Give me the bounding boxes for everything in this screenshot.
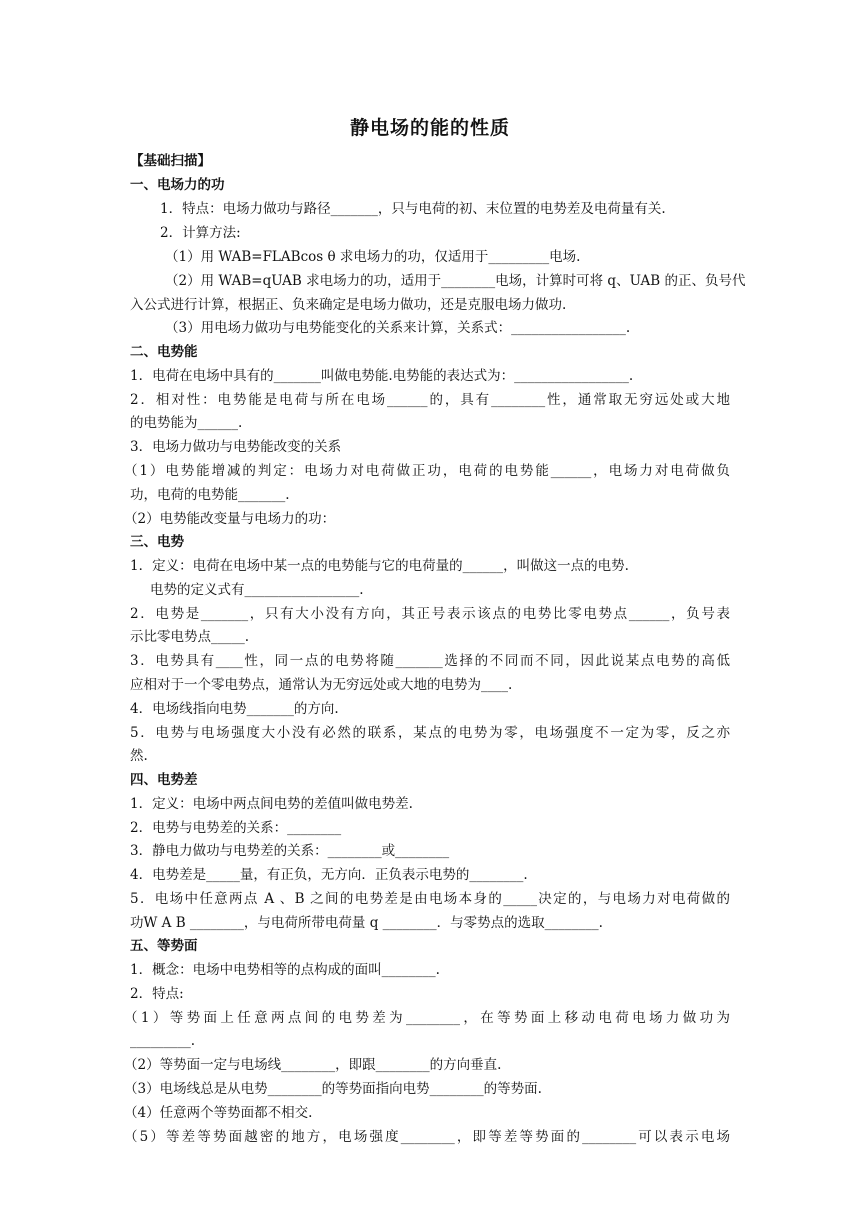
section-heading-5: 五、等势面 bbox=[130, 938, 198, 954]
text-line: （2）电势能改变量与电场力的功： bbox=[124, 511, 336, 527]
text-line: 功，电荷的电势能_______. bbox=[130, 487, 290, 503]
text-line: （2）等势面一定与电场线________，即跟________的方向垂直. bbox=[124, 1057, 502, 1073]
text-line: （3）用电场力做功与电势能变化的关系来计算，关系式：_________________. bbox=[165, 320, 631, 336]
text-line: 3．静电力做功与电势差的关系：________或________ bbox=[130, 843, 450, 859]
section-heading-2: 二、电势能 bbox=[130, 344, 198, 360]
section-heading-3: 三、电势 bbox=[130, 534, 184, 550]
text-line: 4．电势差是_____量，有正负，无方向．正负表示电势的________. bbox=[130, 867, 528, 883]
section-label-basic-scan: 【基础扫描】 bbox=[130, 153, 211, 169]
text-line: 2．特点: bbox=[130, 986, 184, 1002]
text-line: 电势的定义式有_________________. bbox=[150, 582, 364, 598]
text-line: 然. bbox=[130, 748, 148, 764]
text-line: （1）用 WAB=FLABcos θ 求电场力的功，仅适用于_________电场. bbox=[165, 249, 581, 265]
text-line: 入公式进行计算，根据正、负来确定是电场力做功，还是克服电场力做功. bbox=[130, 297, 567, 313]
text-line: _________. bbox=[130, 1033, 196, 1049]
text-line: 1．定义：电场中两点间电势的差值叫做电势差. bbox=[130, 796, 413, 812]
section-heading-4: 四、电势差 bbox=[130, 772, 198, 788]
text-line: 示比零电势点_____. bbox=[130, 629, 250, 645]
text-line: （1）等势面上任意两点间的电势差为________，在等势面上移动电荷电场力做功为 bbox=[124, 1010, 730, 1026]
text-line: （2）用 WAB=qUAB 求电场力的功，适用于________电场，计算时可将 q、UAB 的正、负号代 bbox=[165, 273, 746, 289]
text-line: 的电势能为______. bbox=[130, 415, 243, 431]
text-line: 1．电荷在电场中具有的_______叫做电势能.电势能的表达式为：_________________. bbox=[130, 368, 634, 384]
text-line: 5．电场中任意两点 A 、B 之间的电势差是由电场本身的_____决定的，与电场力对电荷做的 bbox=[130, 891, 730, 907]
text-line: 3．电场力做功与电势能改变的关系 bbox=[130, 439, 342, 455]
text-line: 应相对于一个零电势点，通常认为无穷远处或大地的电势为____. bbox=[130, 677, 513, 693]
text-line: 功W A B ________，与电荷所带电荷量 q ________．与零势点的选取________. bbox=[130, 915, 603, 931]
text-line: 2．电势与电势差的关系：________ bbox=[130, 820, 342, 836]
text-line: 2．电势是_______，只有大小没有方向，其正号表示该点的电势比零电势点______，负号表 bbox=[130, 606, 730, 622]
page-title: 静电场的能的性质 bbox=[349, 117, 510, 139]
section-heading-1: 一、电场力的功 bbox=[130, 177, 225, 193]
text-line: 2．相对性：电势能是电荷与所在电场______的，具有________性，通常取无穷远处或大地 bbox=[130, 392, 730, 408]
text-line: 1．定义：电荷在电场中某一点的电势能与它的电荷量的______，叫做这一点的电势. bbox=[130, 558, 629, 574]
text-line: 1．特点：电场力做功与路径_______，只与电荷的初、末位置的电势差及电荷量有关. bbox=[160, 201, 666, 217]
text-line: 3．电势具有____性，同一点的电势将随_______选择的不同而不同，因此说某点电势的高低 bbox=[130, 653, 730, 669]
text-line: 4．电场线指向电势_______的方向. bbox=[130, 701, 339, 717]
text-line: 1．概念：电场中电势相等的点构成的面叫________. bbox=[130, 962, 440, 978]
text-line: （1）电势能增减的判定：电场力对电荷做正功，电荷的电势能______，电场力对电荷做负 bbox=[124, 463, 730, 479]
text-line: 2．计算方法: bbox=[160, 225, 241, 241]
text-line: （3）电场线总是从电势________的等势面指向电势________的等势面. bbox=[124, 1081, 542, 1097]
text-line: （5）等差等势面越密的地方，电场强度________，即等差等势面的________可以表示电场 bbox=[124, 1129, 730, 1145]
text-line: （4）任意两个等势面都不相交. bbox=[124, 1105, 313, 1121]
text-line: 5．电势与电场强度大小没有必然的联系，某点的电势为零，电场强度不一定为零，反之亦 bbox=[130, 725, 730, 741]
